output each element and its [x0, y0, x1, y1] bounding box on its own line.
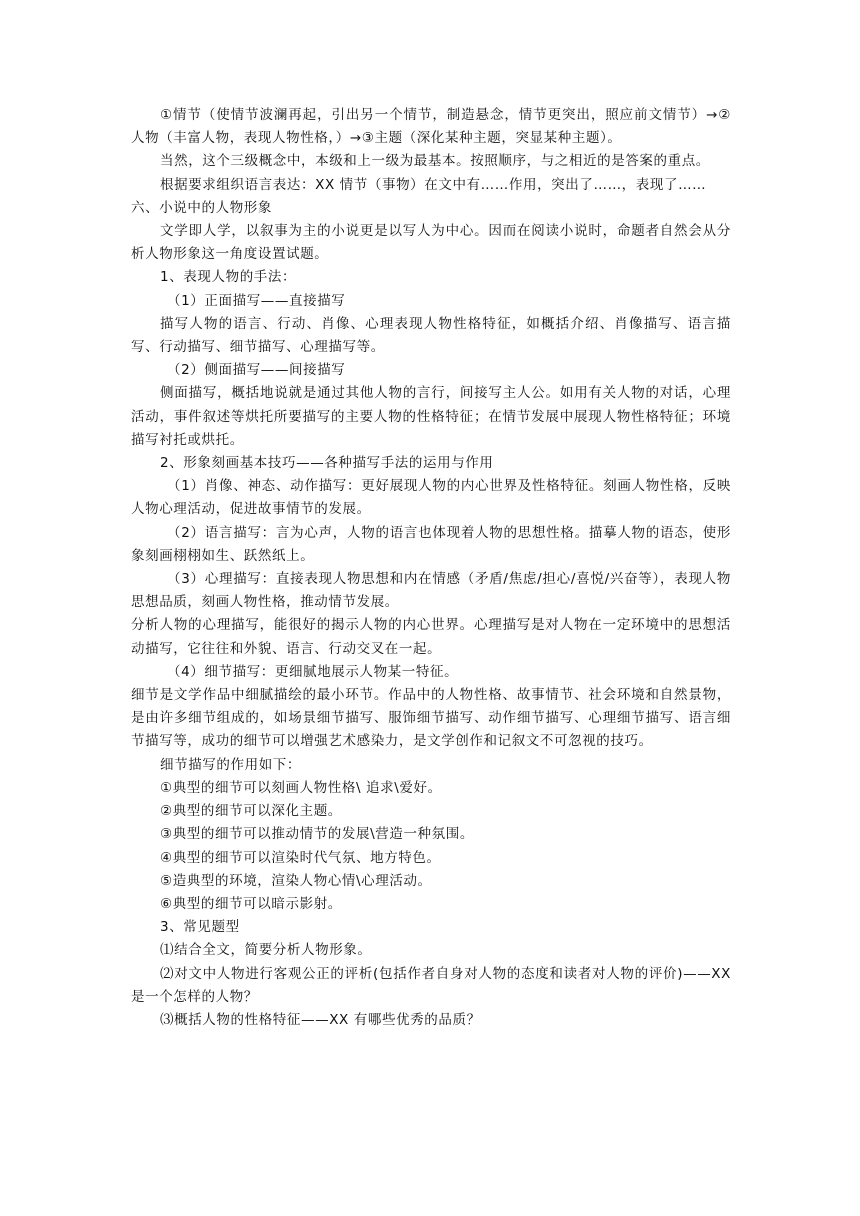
item-portrait-description: （1）肖像、神态、动作描写：更好展现人物的内心世界及性格特征。刻画人物性格，反映人物心理活动，促进故事情节的发展。 [131, 478, 731, 518]
paragraph-direct-description: 描写人物的语言、行动、肖像、心理表现人物性格特征，如概括介绍、肖像描写、语言描写、行动描写、细节描写、心理描写等。 [131, 315, 731, 356]
list-item-function-2: ②典型的细节可以深化主题。 [160, 803, 342, 820]
section-heading-character-image: 六、小说中的人物形象 [131, 199, 272, 216]
paragraph-literature-intro: 文学即人学，以叙事为主的小说更是以写人为中心。因而在阅读小说时，命题者自然会从分析人物形象这一角度设置试题。 [131, 223, 731, 263]
paragraph-answer-template: 根据要求组织语言表达：XX 情节（事物）在文中有……作用，突出了……，表现了…… [160, 176, 707, 193]
question-type-2: ⑵对文中人物进行客观公正的评析(包括作者自身对人物的态度和读者对人物的评价)——XX 是一个怎样的人物？ [131, 965, 731, 1005]
document-body [131, 104, 731, 1032]
list-item-function-4: ④典型的细节可以渲染时代气氛、地方特色。 [160, 849, 441, 866]
paragraph-detail-functions-intro: 细节描写的作用如下： [160, 756, 301, 773]
paragraph-indirect-description: 侧面描写，概括地说就是通过其他人物的言行，间接写主人公。如用有关人物的对话，心理活动，事件叙述等烘托所要描写的主要人物的性格特征；在情节发展中展现人物性格特征；环境描写衬托或烘托。 [131, 385, 731, 448]
subheading-methods: 1、表现人物的手法： [160, 269, 297, 286]
list-item-function-1: ①典型的细节可以刻画人物性格\ 追求\爱好。 [160, 779, 442, 796]
item-language-description: （2）语言描写：言为心声，人物的语言也体现着人物的思想性格。描摹人物的语态，使形象刻画栩栩如生、跃然纸上。 [131, 524, 731, 564]
subheading-techniques: 2、形象刻画基本技巧——各种描写手法的运用与作用 [160, 455, 494, 472]
list-item-function-3: ③典型的细节可以推动情节的发展\营造一种氛围。 [160, 826, 474, 843]
item-direct-description: （1）正面描写——直接描写 [167, 292, 346, 309]
paragraph-three-levels-note: 当然，这个三级概念中，本级和上一级为最基本。按照顺序，与之相近的是答案的重点。 [160, 153, 710, 170]
paragraph-effect-levels: ①情节（使情节波澜再起，引出另一个情节，制造悬念，情节更突出，照应前文情节）→②人物（丰富人物，表现人物性格，）→③主题（深化某种主题，突显某种主题）。 [131, 107, 731, 147]
subheading-question-types: 3、常见题型 [160, 919, 240, 936]
item-detail-description: （4）细节描写：更细腻地展示人物某一特征。 [167, 663, 459, 680]
question-type-3: ⑶概括人物的性格特征——XX 有哪些优秀的品质？ [160, 1011, 481, 1028]
paragraph-psychology-analysis: 分析人物的心理描写，能很好的揭示人物的内心世界。心理描写是对人物在一定环境中的思想活动描写，它往往和外貌、语言、行动交叉在一起。 [131, 617, 731, 657]
item-indirect-description: （2）侧面描写——间接描写 [167, 362, 346, 379]
list-item-function-5: ⑤造典型的环境，渲染人物心情\心理活动。 [160, 872, 432, 889]
question-type-1: ⑴结合全文，简要分析人物形象。 [160, 942, 372, 959]
item-psychology-description: （3）心理描写：直接表现人物思想和内在情感（矛盾/焦虑/担心/喜悦/兴奋等），表现人物思想品质，刻画人物性格，推动情节发展。 [131, 571, 731, 611]
paragraph-detail-explanation: 细节是文学作品中细腻描绘的最小环节。作品中的人物性格、故事情节、社会环境和自然景物，是由许多细节组成的，如场景细节描写、服饰细节描写、动作细节描写、心理细节描写、语言细节描写等，成功的细节可以增强艺术感染力，是文学创作和记叙文不可忽视的技巧。 [131, 687, 731, 750]
list-item-function-6: ⑥典型的细节可以暗示影射。 [160, 895, 342, 912]
